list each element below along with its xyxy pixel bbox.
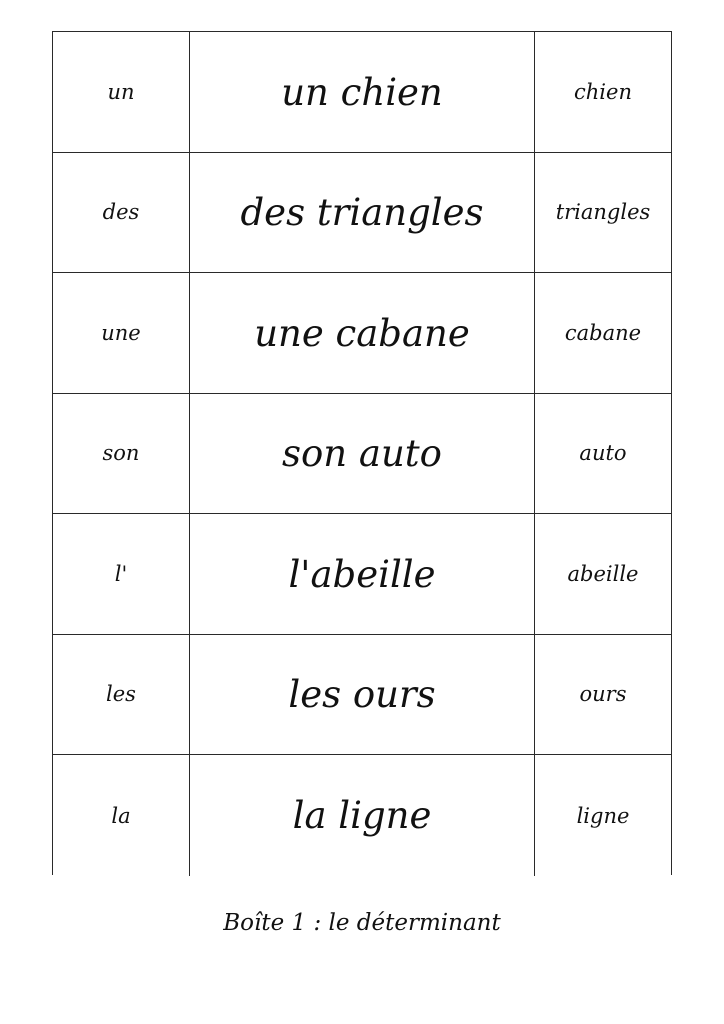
word-card-sheet: [52, 31, 672, 875]
phrase-card: des triangles: [190, 152, 535, 272]
determiner-card: la: [53, 755, 190, 876]
card-row: [53, 32, 671, 153]
noun-card: chien: [574, 80, 632, 104]
determiner-card: une: [53, 273, 190, 393]
noun-card: abeille: [567, 562, 639, 586]
noun-card: cabane: [564, 321, 642, 345]
phrase-card: les ours: [190, 634, 535, 754]
card-row: [53, 755, 671, 876]
phrase-card: l'abeille: [190, 514, 535, 634]
determiner-card: les: [53, 634, 190, 754]
determiner-card: son: [53, 393, 190, 513]
box-caption: Boîte 1 : le déterminant: [223, 910, 501, 936]
card-row: [53, 393, 671, 514]
card-row: [53, 514, 671, 635]
noun-card: ours: [579, 682, 627, 706]
noun-card: ligne: [576, 803, 630, 828]
card-row: [53, 152, 671, 273]
card-row: [53, 273, 671, 394]
phrase-card: la ligne: [190, 755, 535, 876]
determiner-card: l': [53, 514, 190, 634]
noun-card: triangles: [555, 200, 651, 224]
noun-card: auto: [579, 441, 627, 465]
phrase-card: un chien: [190, 32, 535, 152]
determiner-card: des: [53, 152, 190, 272]
phrase-card: une cabane: [190, 273, 535, 393]
word-card-grid: [52, 31, 672, 875]
card-row: [53, 634, 671, 755]
determiner-card: un: [53, 32, 190, 152]
phrase-card: son auto: [190, 393, 535, 513]
